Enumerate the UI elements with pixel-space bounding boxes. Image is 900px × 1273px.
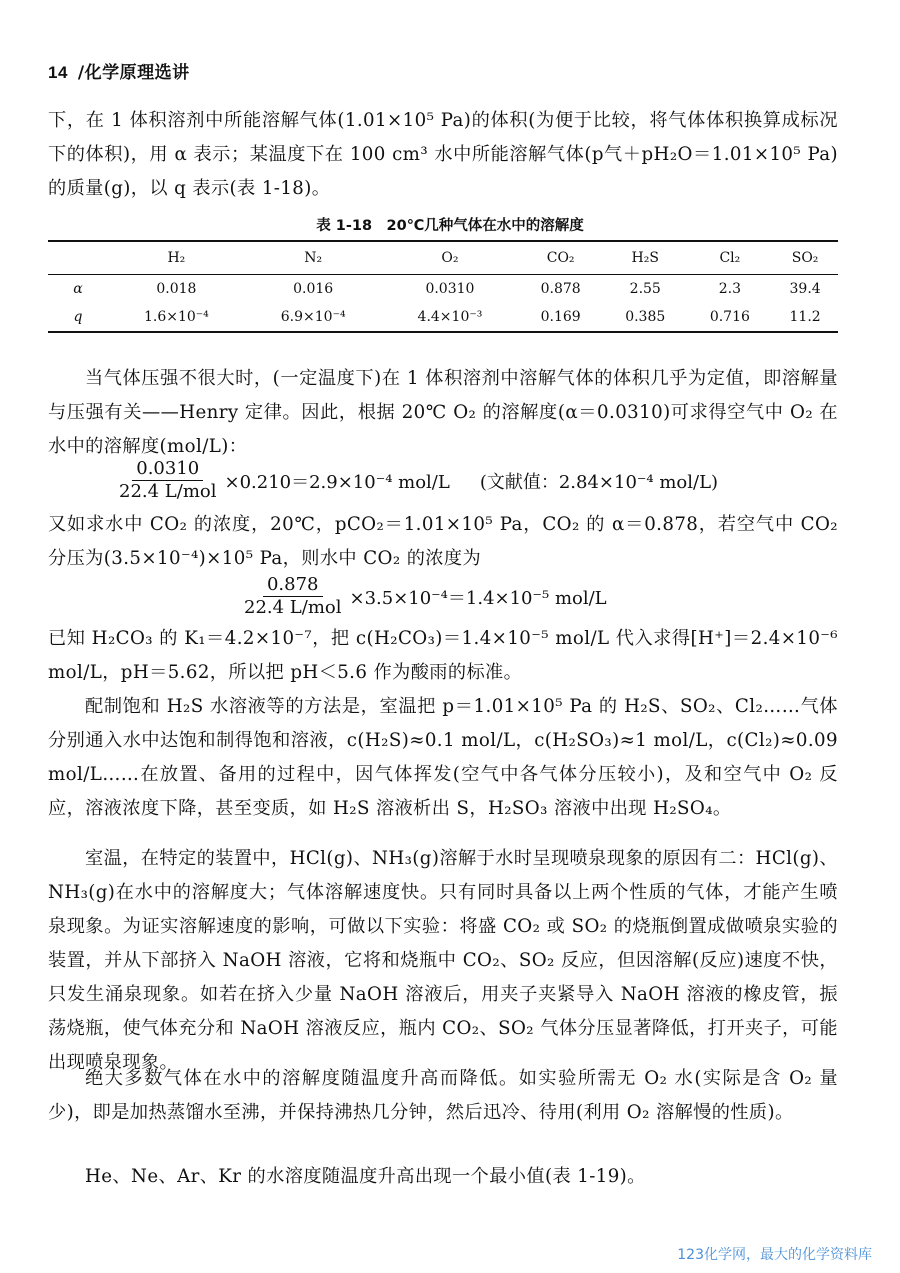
table-header-row — [48, 241, 838, 275]
table-header-cell: N₂ — [304, 250, 323, 266]
table-cell: 1.6×10⁻⁴ — [143, 309, 209, 325]
table-header-cell: O₂ — [441, 250, 459, 266]
table-cell: 39.4 — [789, 281, 821, 297]
table-cell: 0.385 — [625, 309, 666, 325]
paragraph-6: 室温，在特定的装置中，HCl(g)、NH₃(g)溶解于水时呈现喷泉现象的原因有二：HCl(g)、NH₃(g)在水中的溶解度大；气体溶解速度快。只有同时具备以上两个性质的气体，才能产生喷泉现象。为证实溶解速度的影响，可做以下实验：将盛 CO₂ 或 SO₂ 的烧瓶倒置成做喷泉实验的装置，并从下部挤入 NaOH 溶液，它将和烧瓶中 CO₂、SO₂ 反应，但因溶解(反应)速度不快，只发生涌泉现象。如若在挤入少量 NaOH 溶液后，用夹子夹紧导入 NaOH 溶液的橡皮管，振荡烧瓶，使气体充分和 NaOH 溶液反应，瓶内 CO₂、SO₂ 气体分压显著降低，打开夹子，可能出现喷泉现象。 — [48, 848, 838, 1073]
table-row — [48, 303, 838, 332]
fraction-numerator: 0.878 — [263, 574, 323, 597]
book-title: /化学原理选讲 — [77, 63, 190, 83]
paragraph-5: 配制饱和 H₂S 水溶液等的方法是，室温把 p＝1.01×10⁵ Pa 的 H₂S、SO₂、Cl₂……气体分别通入水中达饱和制得饱和溶液，c(H₂S)≈0.1 mol/L，c(H₂SO₃)≈1 mol/L，c(Cl₂)≈0.09 mol/L……在放置、备用的过程中，因气体挥发(空气中各气体分压较小)，及和空气中 O₂ 反应，溶液浓度下降，甚至变质，如 H₂S 溶液析出 S，H₂SO₃ 溶液中出现 H₂SO₄。 — [48, 696, 838, 819]
table-header-cell — [48, 241, 108, 275]
table-cell: 2.3 — [718, 281, 741, 297]
fraction — [115, 458, 220, 503]
formula-result: ×3.5×10⁻⁴＝1.4×10⁻⁵ mol/L — [349, 587, 607, 609]
watermark-footer: 123化学网，最大的化学资料库 — [677, 1247, 872, 1263]
table-header-cell: SO₂ — [791, 250, 819, 266]
paragraph-7: 绝大多数气体在水中的溶解度随温度升高而降低。如实验所需无 O₂ 水(实际是含 O₂ 量少)，即是加热蒸馏水至沸，并保持沸热几分钟，然后迅冷、待用(利用 O₂ 溶解慢的性质)。 — [48, 1068, 838, 1123]
table-cell: 6.9×10⁻⁴ — [280, 309, 346, 325]
formula-o2-solubility — [115, 458, 718, 503]
table-header-cell: H₂ — [167, 250, 186, 266]
table-header-cell: CO₂ — [546, 250, 575, 266]
table-caption: 表 1-18 20℃几种气体在水中的溶解度 — [316, 218, 584, 234]
row-label: q — [73, 309, 83, 325]
paragraph-8: He、Ne、Ar、Kr 的水溶度随温度升高出现一个最小值(表 1-19)。 — [85, 1166, 646, 1187]
formula-co2-concentration — [240, 574, 607, 619]
page-header — [48, 58, 190, 83]
table-cell: 0.716 — [709, 309, 750, 325]
table-cell: 11.2 — [789, 309, 821, 325]
table-cell: 4.4×10⁻³ — [417, 309, 483, 325]
formula-literature-note: (文献值：2.84×10⁻⁴ mol/L) — [479, 471, 719, 493]
fraction-denominator: 22.4 L/mol — [119, 481, 217, 502]
solubility-table — [48, 240, 838, 333]
paragraph-1: 下，在 1 体积溶剂中所能溶解气体(1.01×10⁵ Pa)的体积(为便于比较，将气体体积换算成标况下的体积)，用 α 表示；某温度下在 100 cm³ 水中所能溶解气体(p气＋pH₂O＝1.01×10⁵ Pa)的质量(g)，以 q 表示(表 1-18)。 — [48, 110, 838, 199]
paragraph-4: 已知 H₂CO₃ 的 K₁＝4.2×10⁻⁷，把 c(H₂CO₃)＝1.4×10⁻⁵ mol/L 代入求得[H⁺]＝2.4×10⁻⁶ mol/L，pH＝5.62，所以把 pH＜5.6 作为酸雨的标准。 — [48, 628, 838, 683]
page-number: 14 — [48, 63, 68, 82]
table-row — [48, 275, 838, 304]
row-label: α — [73, 281, 83, 297]
table-cell: 2.55 — [629, 281, 661, 297]
paragraph-2: 当气体压强不很大时，(一定温度下)在 1 体积溶剂中溶解气体的体积几乎为定值，即溶解量与压强有关——Henry 定律。因此，根据 20℃ O₂ 的溶解度(α＝0.0310)可求得空气中 O₂ 在水中的溶解度(mol/L)： — [48, 368, 838, 457]
fraction-denominator: 22.4 L/mol — [244, 597, 342, 618]
fraction-numerator: 0.0310 — [132, 458, 203, 481]
table-cell: 0.169 — [540, 309, 581, 325]
formula-result: ×0.210＝2.9×10⁻⁴ mol/L — [224, 471, 450, 493]
table-cell: 0.016 — [293, 281, 334, 297]
fraction — [240, 574, 345, 619]
table-cell: 0.878 — [540, 281, 581, 297]
paragraph-3: 又如求水中 CO₂ 的浓度，20℃，pCO₂＝1.01×10⁵ Pa，CO₂ 的 α＝0.878，若空气中 CO₂ 分压为(3.5×10⁻⁴)×10⁵ Pa，则水中 CO₂ 的浓度为 — [48, 514, 838, 569]
table-cell: 0.018 — [156, 281, 197, 297]
table-header-cell: H₂S — [631, 250, 659, 266]
table-header-cell: Cl₂ — [719, 250, 741, 266]
table-cell: 0.0310 — [425, 281, 475, 297]
